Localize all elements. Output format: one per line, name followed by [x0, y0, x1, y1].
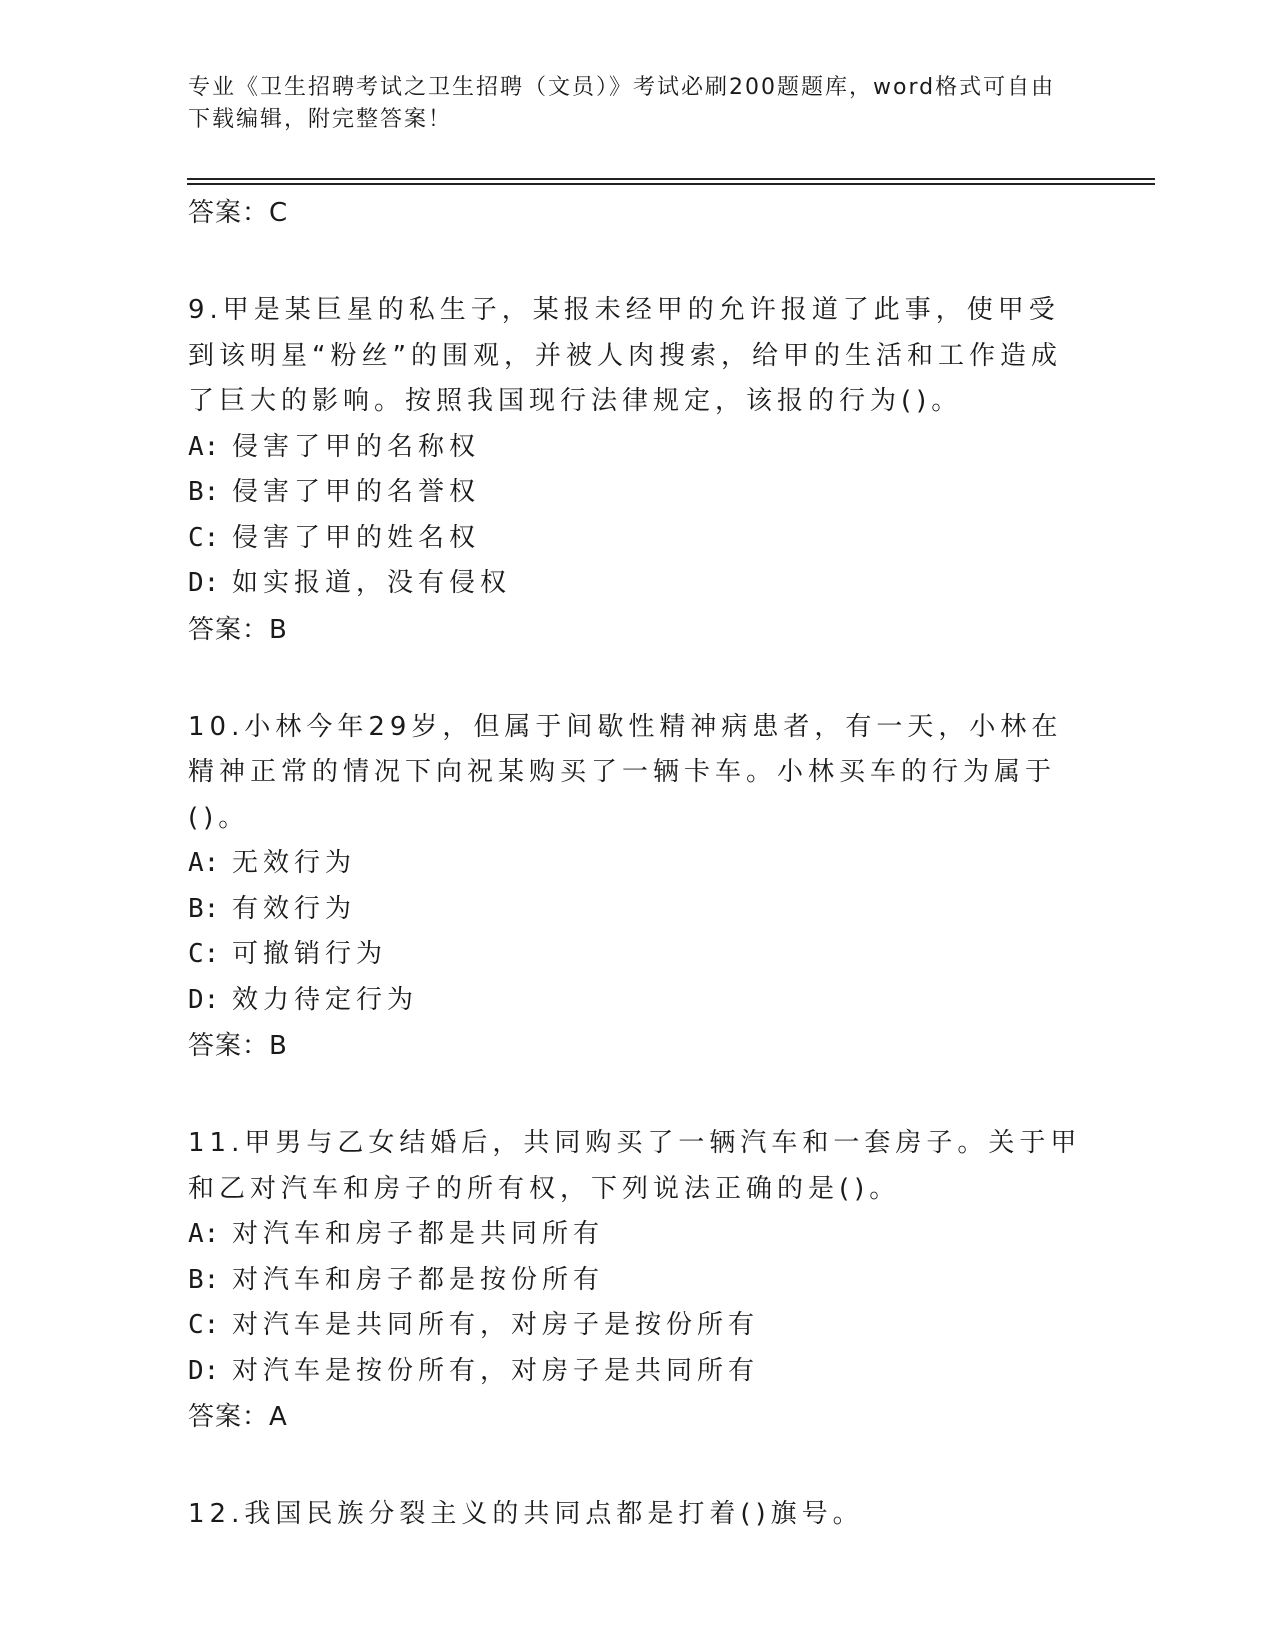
option-a — [188, 425, 1088, 471]
option-key: A: — [188, 431, 220, 462]
option-key: D: — [188, 984, 220, 1015]
option-d — [188, 1349, 1088, 1395]
option-text: 对汽车和房子都是按份所有 — [232, 1264, 605, 1295]
option-text: 对汽车是共同所有，对房子是按份所有 — [232, 1310, 760, 1340]
option-key: D: — [188, 1355, 220, 1386]
option-key: C: — [188, 522, 220, 553]
answer-line: 答案：B — [188, 614, 288, 645]
question-12 — [188, 1492, 1088, 1538]
option-key: B: — [188, 893, 220, 924]
option-key: A: — [188, 1219, 220, 1249]
option-c — [188, 1303, 1088, 1349]
option-a — [188, 841, 1088, 887]
option-b — [188, 887, 1088, 933]
question-11 — [188, 1121, 1088, 1446]
option-d — [188, 561, 1088, 607]
question-stem: 11.甲男与乙女结婚后，共同购买了一辆汽车和一套房子。关于甲和乙对汽车和房子的所有权，下列说法正确的是()。 — [188, 1128, 1082, 1204]
option-text: 对汽车和房子都是共同所有 — [232, 1219, 605, 1249]
option-key: C: — [188, 939, 220, 969]
question-10 — [188, 705, 1088, 1076]
header-divider-top — [187, 178, 1155, 180]
option-text: 可撤销行为 — [232, 939, 388, 969]
option-text: 侵害了甲的名誉权 — [232, 477, 481, 507]
option-key: B: — [188, 477, 220, 507]
option-c — [188, 932, 1088, 978]
answer-line: 答案：B — [188, 1031, 288, 1061]
question-9 — [188, 288, 1088, 659]
document-header: 专业《卫生招聘考试之卫生招聘（文员）》考试必刷200题题库，word格式可自由下载编辑，附完整答案！ — [188, 75, 1056, 132]
option-text: 侵害了甲的名称权 — [232, 431, 481, 462]
question-stem: 9.甲是某巨星的私生子，某报未经甲的允许报道了此事，使甲受到该明星“粉丝”的围观，并被人肉搜索，给甲的生活和工作造成了巨大的影响。按照我国现行法律规定，该报的行为()。 — [188, 295, 1062, 416]
option-text: 有效行为 — [232, 893, 357, 924]
option-key: C: — [188, 1310, 220, 1340]
option-text: 无效行为 — [232, 848, 357, 878]
option-text: 如实报道，没有侵权 — [232, 568, 512, 598]
option-text: 效力待定行为 — [232, 984, 419, 1015]
question-stem: 10.小林今年29岁，但属于间歇性精神病患者，有一天，小林在精神正常的情况下向祝某购买了一辆卡车。小林买车的行为属于()。 — [188, 711, 1063, 833]
option-c — [188, 516, 1088, 562]
option-key: A: — [188, 848, 220, 878]
option-b — [188, 470, 1088, 516]
option-key: D: — [188, 568, 220, 598]
option-text: 侵害了甲的姓名权 — [232, 522, 481, 553]
header-divider-bottom — [187, 183, 1155, 185]
option-d — [188, 978, 1088, 1024]
option-text: 对汽车是按份所有，对房子是共同所有 — [232, 1355, 760, 1386]
question-stem: 12.我国民族分裂主义的共同点都是打着()旗号。 — [188, 1499, 864, 1529]
option-key: B: — [188, 1264, 220, 1295]
answer-line: 答案：A — [188, 1402, 288, 1432]
document-body — [188, 190, 1088, 1584]
answer-line: 答案：C — [188, 198, 289, 228]
option-b — [188, 1258, 1088, 1304]
option-a — [188, 1212, 1088, 1258]
